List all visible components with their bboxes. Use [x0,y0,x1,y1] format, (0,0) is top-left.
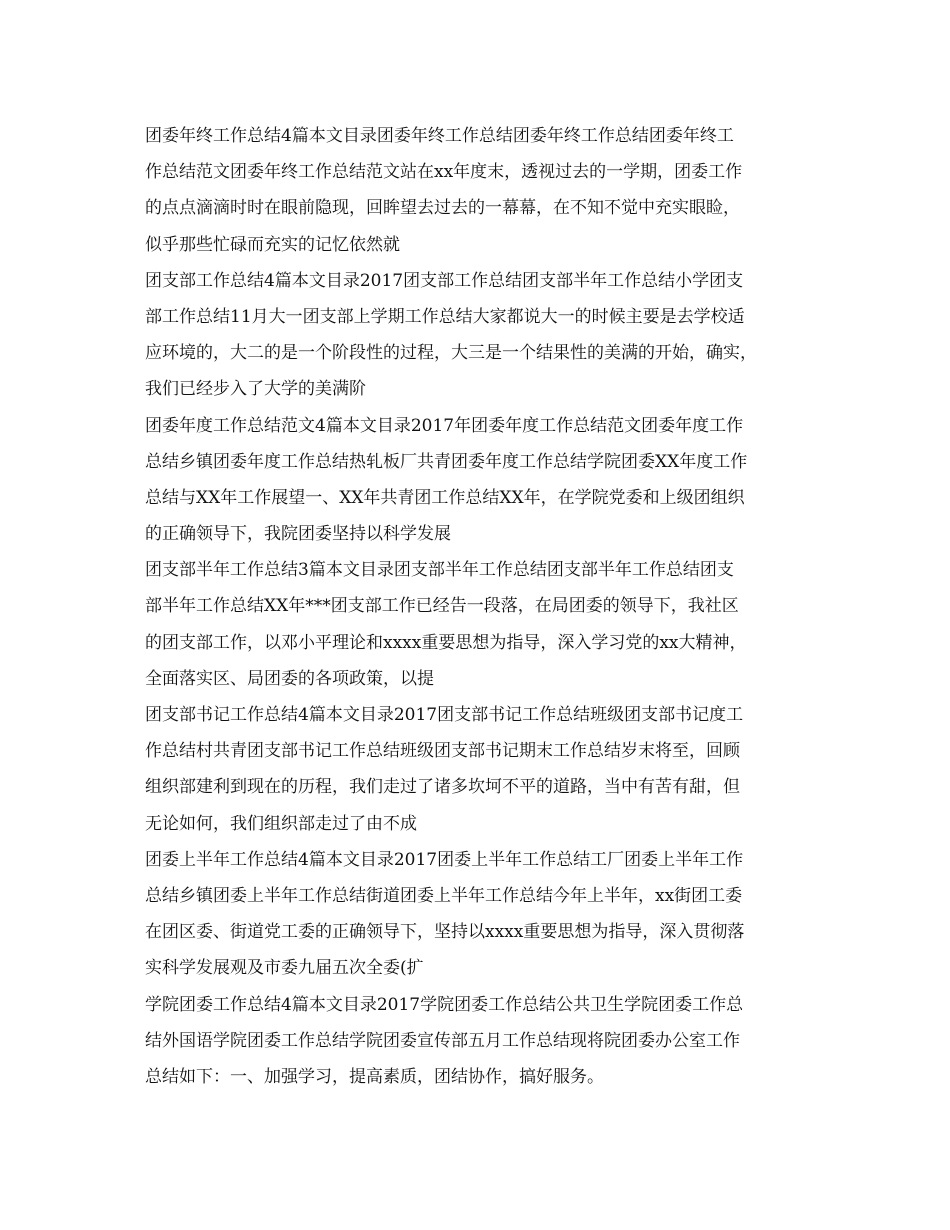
text-line: 学院团委工作总结4篇本文目录2017学院团委工作总结公共卫生学院团委工作总 [145,994,744,1015]
summary-entry-2 [145,263,815,408]
summary-entry-1 [145,118,815,263]
text-line: 的正确领导下，我院团委坚持以科学发展 [145,524,451,545]
summary-entry-6 [145,842,815,987]
text-line: 总结乡镇团委上半年工作总结街道团委上半年工作总结今年上半年，xx街团工委 [145,885,743,906]
text-line: 在团区委、街道党工委的正确领导下，坚持以xxxx重要思想为指导，深入贯彻落 [145,922,745,943]
text-line: 的点点滴滴时时在眼前隐现，回眸望去过去的一幕幕，在不知不觉中充实眼睑， [145,198,740,219]
document-body [145,118,815,1095]
text-line: 全面落实区、局团委的各项政策，以提 [145,668,434,689]
text-line: 无论如何，我们组织部走过了由不成 [145,813,417,834]
text-line: 团委上半年工作总结4篇本文目录2017团委上半年工作总结工厂团委上半年工作 [145,849,744,870]
text-line: 的团支部工作，以邓小平理论和xxxx重要思想为指导，深入学习党的xx大精神， [145,632,747,653]
text-line: 实科学发展观及市委九届五次全委(扩 [145,958,424,979]
text-line: 团支部书记工作总结4篇本文目录2017团支部书记工作总结班级团支部书记度工 [145,705,744,725]
summary-entry-4 [145,552,815,697]
text-line: 团支部工作总结4篇本文目录2017团支部工作总结团支部半年工作总结小学团支 [145,270,744,291]
text-line: 团支部半年工作总结3篇本文目录团支部半年工作总结团支部半年工作总结团支 [145,560,734,581]
text-line: 总结乡镇团委年度工作总结热轧板厂共青团委年度工作总结学院团委XX年度工作 [145,451,748,472]
text-line: 团委年终工作总结4篇本文目录团委年终工作总结团委年终工作总结团委年终工 [145,126,734,146]
text-line: 总结与XX年工作展望一、XX年共青团工作总结XX年，在学院党委和上级团组织 [145,487,745,508]
text-line: 总结如下：一、加强学习，提高素质，团结协作，搞好服务。 [145,1066,604,1087]
text-line: 团委年度工作总结范文4篇本文目录2017年团委年度工作总结范文团委年度工作 [145,415,744,436]
text-line: 作总结村共青团支部书记工作总结班级团支部书记期末工作总结岁末将至，回顾 [145,741,740,762]
text-line: 结外国语学院团委工作总结学院团委宣传部五月工作总结现将院团委办公室工作 [145,1030,740,1051]
text-line: 应环境的，大二的是一个阶段性的过程，大三是一个结果性的美满的开始，确实， [145,343,757,364]
summary-entry-3 [145,408,815,553]
text-line: 组织部建利到现在的历程，我们走过了诸多坎坷不平的道路，当中有苦有甜，但 [145,777,740,798]
text-line: 我们已经步入了大学的美满阶 [145,379,366,400]
text-line: 似乎那些忙碌而充实的记忆依然就 [145,234,400,255]
text-line: 部半年工作总结XX年***团支部工作已经告一段落，在局团委的领导下，我社区 [145,596,739,617]
summary-entry-5 [145,697,815,842]
text-line: 作总结范文团委年终工作总结范文站在xx年度末，透视过去的一学期，团委工作 [145,162,743,183]
summary-entry-7 [145,987,815,1096]
text-line: 部工作总结11月大一团支部上学期工作总结大家都说大一的时候主要是去学校适 [145,306,745,327]
